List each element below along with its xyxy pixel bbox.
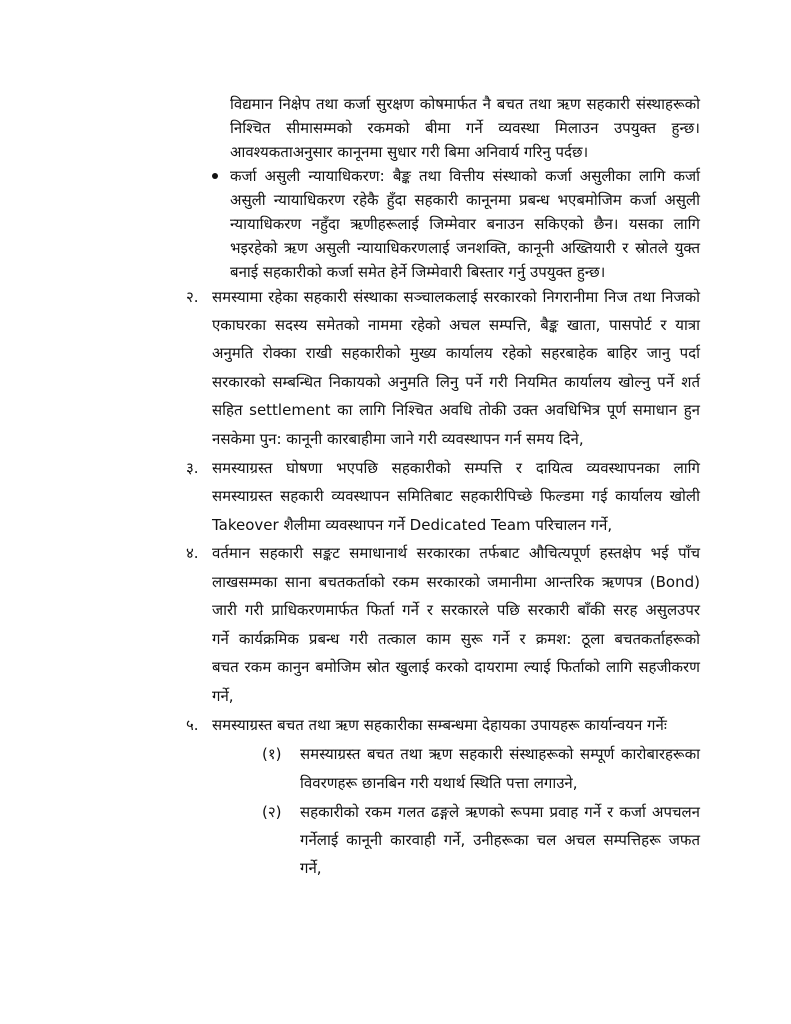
text-line: समस्याग्रस्त सहकारी व्यवस्थापन समितिबाट सहकारीपिच्छे फिल्डमा गई कार्यालय खोली [212,487,700,505]
text-line: न्यायाधिकरण नहुँदा ऋणीहरूलाई जिम्मेवार बनाउन सकिएको छैन। यसका लागि [230,215,700,233]
text-line: निश्चित सीमासम्मको रकमको बीमा गर्ने व्यवस्था मिलाउन उपयुक्त हुन्छ। [230,119,700,137]
text-line: वर्तमान सहकारी सङ्कट समाधानार्थ सरकारका तर्फबाट औचित्यपूर्ण हस्तक्षेप भई पाँच [212,544,700,562]
item-number: (१) [262,745,282,763]
text-line: कर्जा असुली न्यायाधिकरण: बैङ्क तथा वित्तीय संस्थाको कर्जा असुलीका लागि कर्जा [230,167,700,185]
bullet-icon [212,173,218,179]
text-line: जारी गरी प्राधिकरणमार्फत फिर्ता गर्ने र सरकारले पछि सरकारी बाँकी सरह असुलउपर [212,601,700,619]
text-line: विवरणहरू छानबिन गरी यथार्थ स्थिति पत्ता लगाउने, [300,774,578,792]
text-line: Takeover शैलीमा व्यवस्थापन गर्ने Dedicated Team परिचालन गर्ने, [212,516,613,534]
text-line: भइरहेको ऋण असुली न्यायाधिकरणलाई जनशक्ति, कानूनी अख्तियारी र स्रोतले युक्त [230,239,700,257]
text-line: समस्याग्रस्त घोषणा भएपछि सहकारीको सम्पत्ति र दायित्व व्यवस्थापनका लागि [212,459,700,477]
text-line: एकाघरका सदस्य समेतको नाममा रहेको अचल सम्पत्ति, बैङ्क खाता, पासपोर्ट र यात्रा [212,316,700,334]
text-line: बनाई सहकारीको कर्जा समेत हेर्ने जिम्मेवारी बिस्तार गर्नु उपयुक्त हुन्छ। [230,263,606,281]
text-line: समस्याग्रस्त बचत तथा ऋण सहकारीका सम्बन्धमा देहायका उपायहरू कार्यान्वयन गर्नेः [212,716,667,734]
item-number: २. [186,288,199,306]
text-line: समस्याग्रस्त बचत तथा ऋण सहकारी संस्थाहरूको सम्पूर्ण कारोबारहरूका [300,745,700,763]
item-number: ३. [186,459,199,477]
text-line: बचत रकम कानुन बमोजिम स्रोत खुलाई करको दायरामा ल्याई फिर्ताको लागि सहजीकरण [212,658,700,676]
item-number: ४. [186,544,199,562]
text-line: गर्ने कार्यक्रमिक प्रबन्ध गरी तत्काल काम सुरू गर्ने र क्रमश: ठूला बचतकर्ताहरूको [212,630,700,648]
text-line: आवश्यकताअनुसार कानूनमा सुधार गरी बिमा अनिवार्य गरिनु पर्दछ। [230,143,589,161]
text-line: गर्नेलाई कानूनी कारवाही गर्ने, उनीहरूका चल अचल सम्पत्तिहरू जफत [300,831,700,849]
text-line: सहित settlement का लागि निश्चित अवधि तोकी उक्त अवधिभित्र पूर्ण समाधान हुन [212,401,700,419]
text-line: अनुमति रोक्का राखी सहकारीको मुख्य कार्यालय रहेको सहरबाहेक बाहिर जानु पर्दा [212,344,700,362]
text-line: सरकारको सम्बन्धित निकायको अनुमति लिनु पर्ने गरी नियमित कार्यालय खोल्नु पर्ने शर्त [212,373,700,391]
text-line: गर्ने, [212,687,234,705]
text-line: विद्यमान निक्षेप तथा कर्जा सुरक्षण कोषमार्फत नै बचत तथा ऋण सहकारी संस्थाहरूको [230,95,700,113]
text-line: सहकारीको रकम गलत ढङ्गले ऋणको रूपमा प्रवाह गर्ने र कर्जा अपचलन [300,803,700,821]
text-line: समस्यामा रहेका सहकारी संस्थाका सञ्चालकलाई सरकारको निगरानीमा निज तथा निजको [212,288,700,306]
item-number: (२) [262,803,282,821]
text-line: लाखसम्मका साना बचतकर्ताको रकम सरकारको जमानीमा आन्तरिक ऋणपत्र (Bond) [212,573,700,591]
text-line: नसकेमा पुन: कानूनी कारबाहीमा जाने गरी व्यवस्थापन गर्न समय दिने, [212,430,584,448]
text-line: असुली न्यायाधिकरण रहेकै हुँदा सहकारी कानूनमा प्रबन्ध भएबमोजिम कर्जा असुली [230,191,700,209]
item-number: ५. [186,716,199,734]
text-line: गर्ने, [300,859,322,877]
